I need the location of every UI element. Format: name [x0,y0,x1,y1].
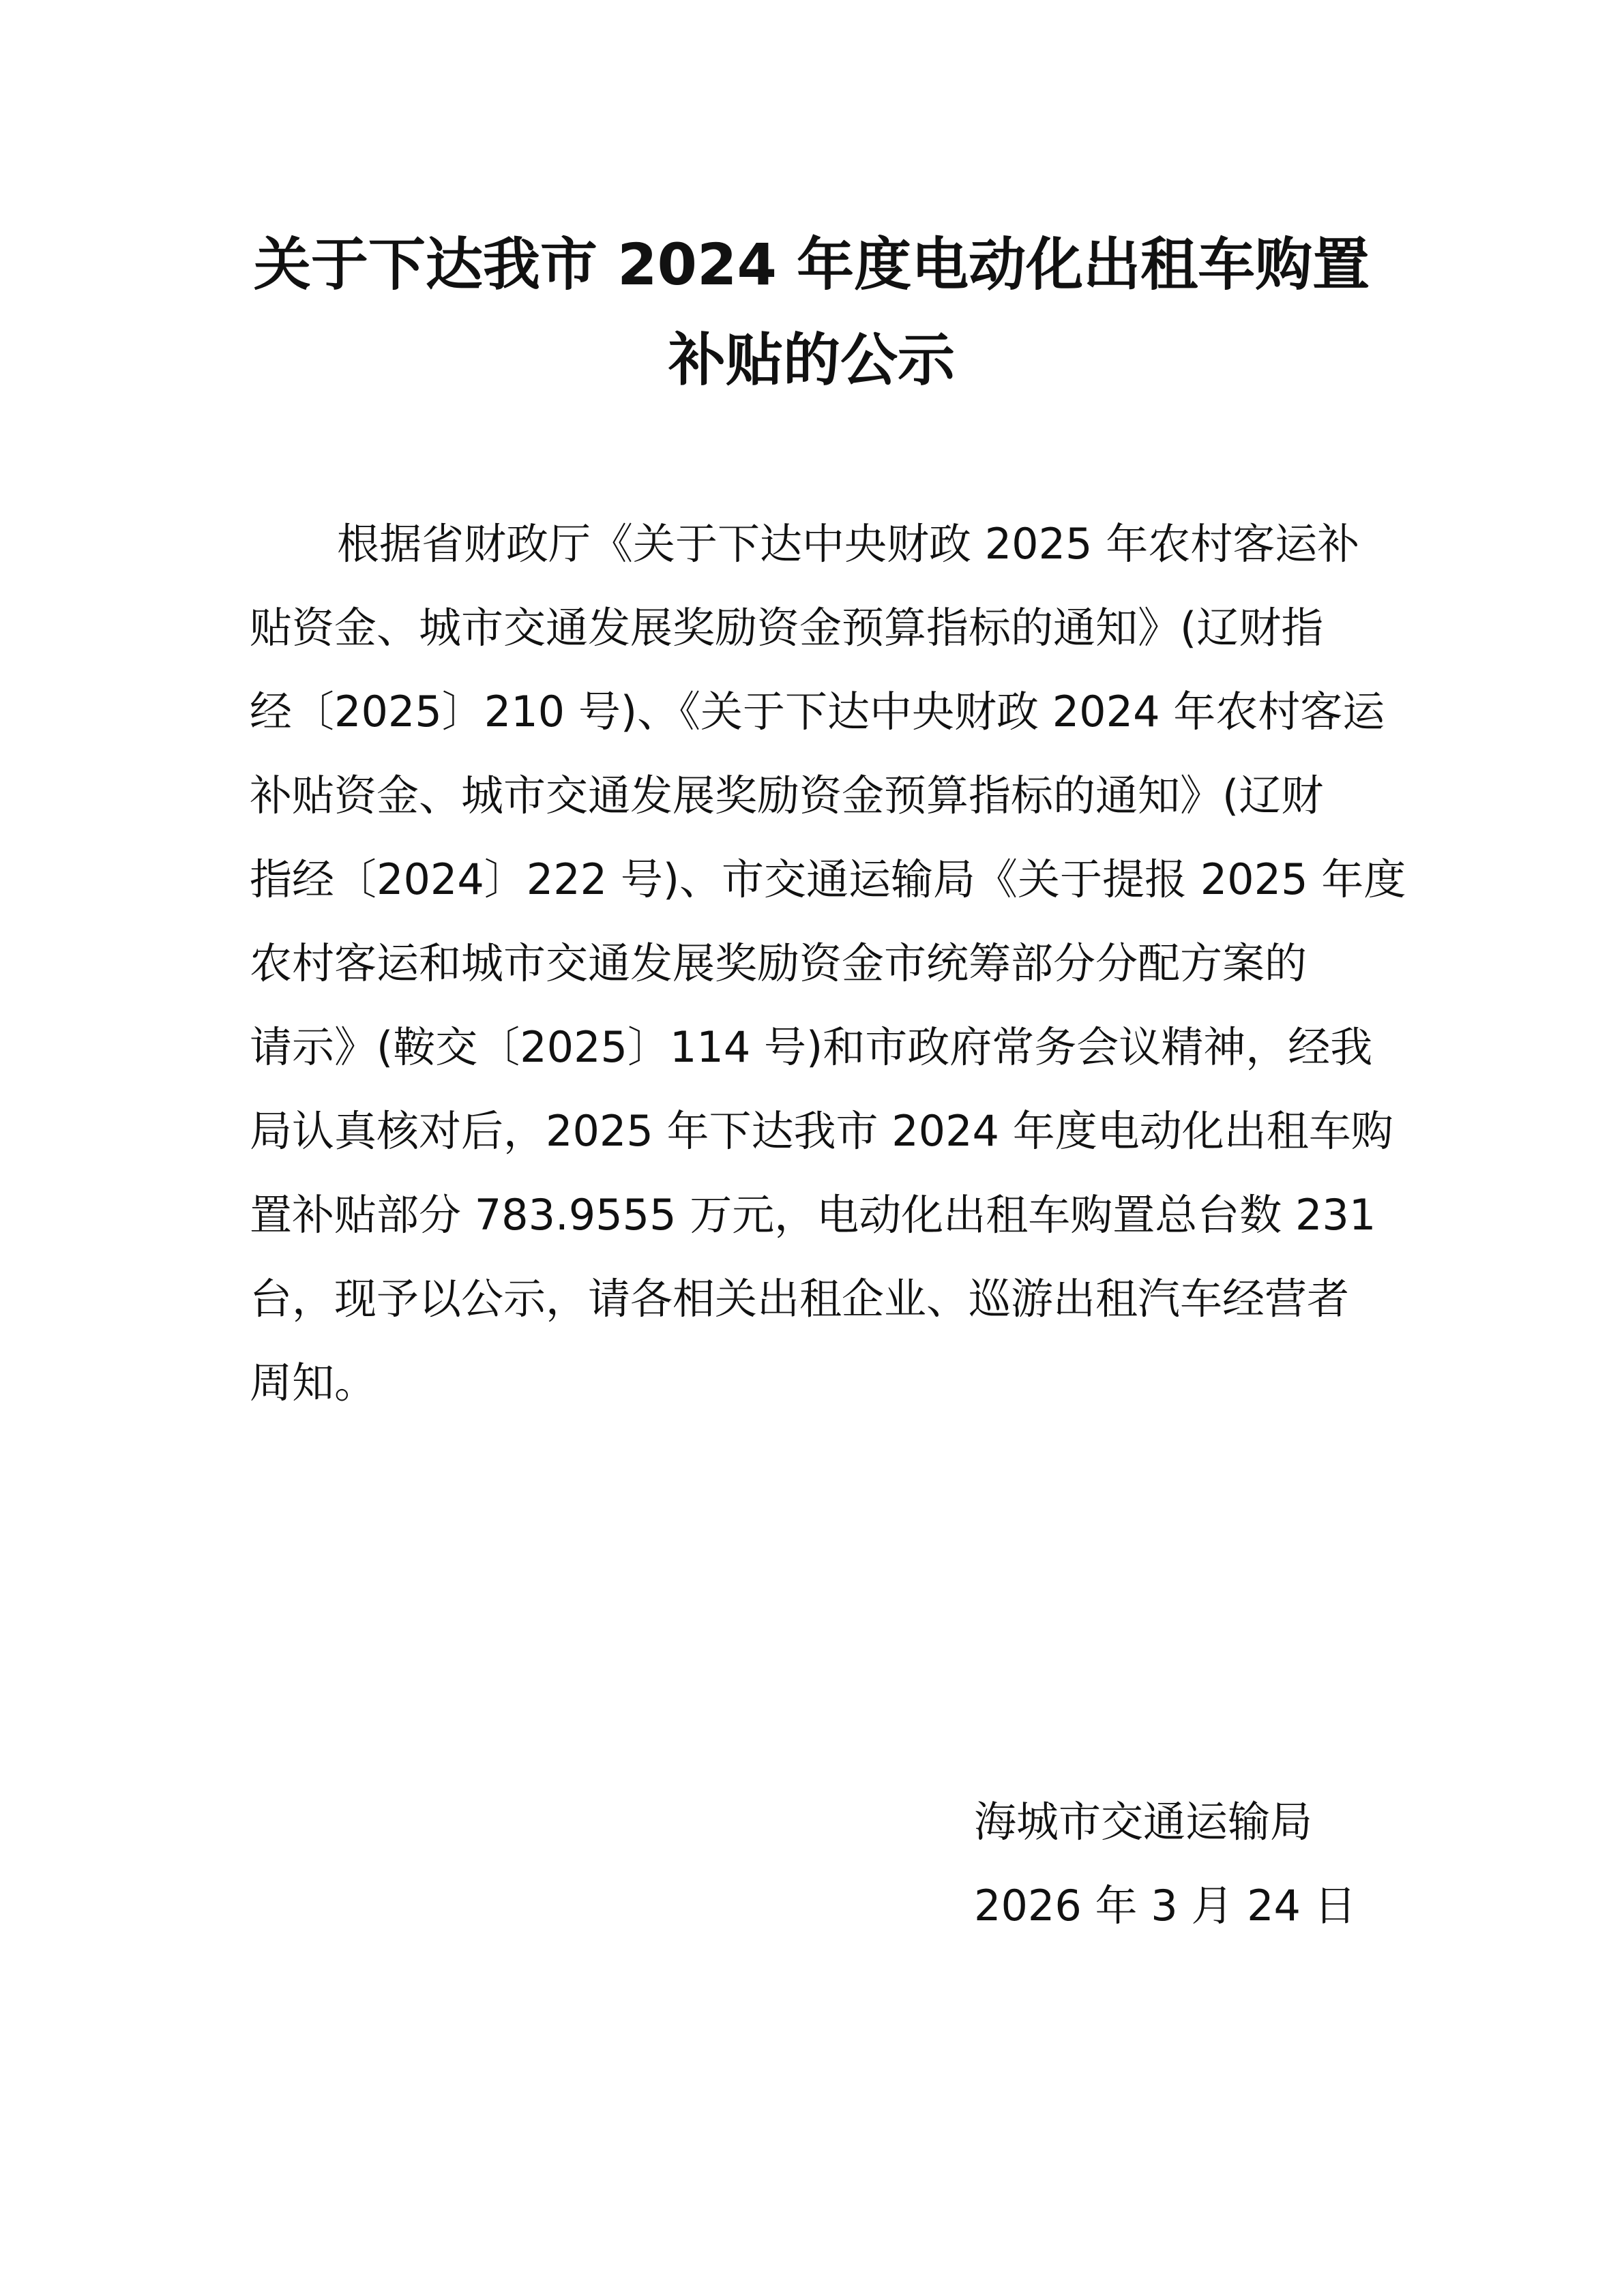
body-line: 请示》(鞍交〔2025〕114 号)和市政府常务会议精神，经我 [250,1022,1373,1072]
body-line: 周知。 [250,1358,377,1407]
title-line-1: 关于下达我市 2024 年度电动化出租车购置 [253,231,1370,298]
title-line-2: 补贴的公示 [668,327,955,393]
body-line: 指经〔2024〕222 号)、市交通运输局《关于提报 2025 年度 [250,854,1406,904]
body-line: 贴资金、城市交通发展奖励资金预算指标的通知》(辽财指 [250,603,1324,653]
document-body [250,502,1406,1425]
document-title [246,217,1378,408]
body-line: 置补贴部分 783.9555 万元，电动化出租车购置总台数 231 [250,1190,1376,1240]
body-line: 局认真核对后，2025 年下达我市 2024 年度电动化出租车购 [250,1106,1393,1156]
body-line: 根据省财政厅《关于下达中央财政 2025 年农村客运补 [337,519,1360,569]
issue-date: 2026 年 3 月 24 日 [974,1881,1357,1930]
body-line: 补贴资金、城市交通发展奖励资金预算指标的通知》(辽财 [250,771,1324,820]
body-line: 台，现予以公示，请各相关出租企业、巡游出租汽车经营者 [250,1274,1350,1324]
signature-block [974,1780,1451,1948]
issuer-name: 海城市交通运输局 [974,1797,1313,1847]
body-line: 经〔2025〕210 号)、《关于下达中央财政 2024 年农村客运 [250,687,1385,736]
body-line: 农村客运和城市交通发展奖励资金市统筹部分分配方案的 [250,938,1308,988]
